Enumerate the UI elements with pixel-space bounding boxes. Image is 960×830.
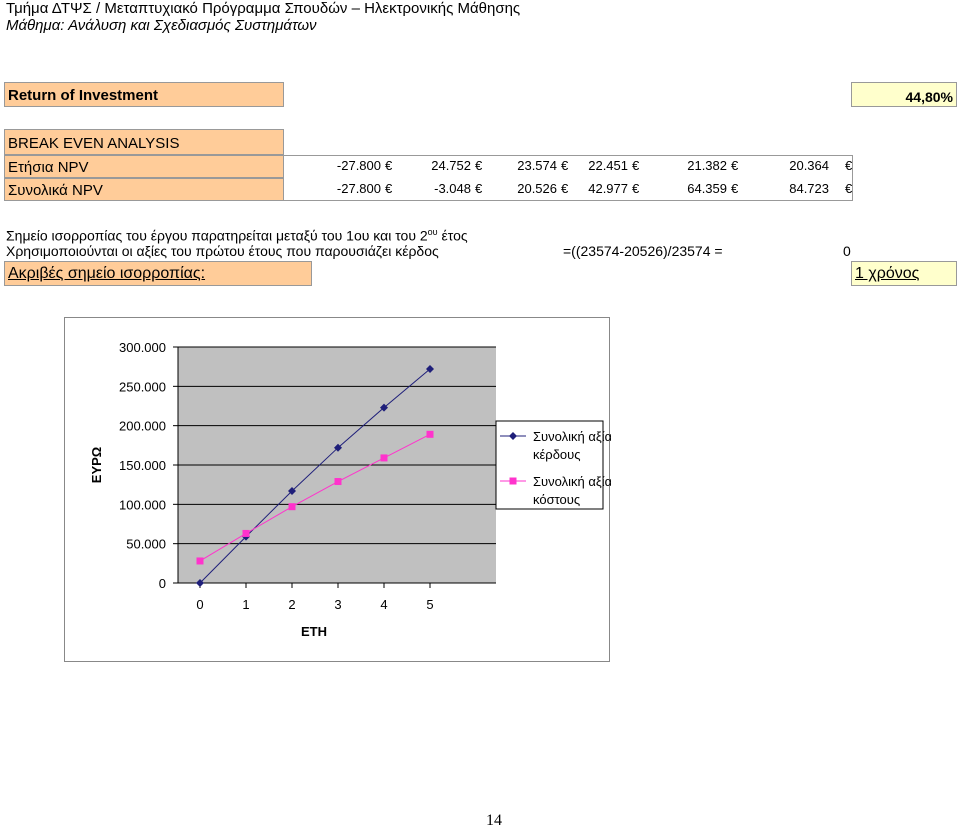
legend-label: Συνολική αξία	[533, 429, 611, 444]
y-tick-label: 250.000	[119, 379, 166, 395]
data-point	[197, 557, 204, 564]
npv-value: 21.382	[687, 158, 727, 173]
euro-symbol: €	[475, 158, 483, 173]
method-note: Χρησιμοποιούνται οι αξίες του πρώτου έτους που παρουσιάζει κέρδος	[6, 243, 439, 259]
y-tick-label: 50.000	[126, 536, 166, 552]
annual-npv-label: Ετήσια NPV	[4, 155, 284, 178]
data-point	[381, 454, 388, 461]
break-even-note: Σημείο ισορροπίας του έργου παρατηρείται μεταξύ του 1ου και του $2^{o\upsilon}$ έτος	[6, 227, 468, 244]
document-header-title: Τμήμα ΔΤΨΣ / Μεταπτυχιακό Πρόγραμμα Σπουδών – Ηλεκτρονικής Μάθησης	[6, 0, 521, 17]
npv-value: -27.800	[336, 181, 381, 196]
npv-value: 20.526	[517, 181, 557, 196]
cumulative-npv-label: Συνολικά NPV	[4, 178, 284, 201]
euro-symbol: €	[385, 158, 393, 173]
roi-label: Return of Investment	[4, 82, 284, 107]
data-point	[243, 530, 250, 537]
euro-symbol: €	[561, 158, 569, 173]
y-tick-label: 200.000	[119, 418, 166, 434]
formula-text: =((23574-20526)/23574 =	[563, 243, 723, 259]
y-tick-label: 150.000	[119, 458, 166, 473]
break-even-chart	[64, 317, 610, 662]
legend-marker	[510, 478, 517, 485]
x-tick-label: 5	[426, 597, 434, 612]
legend-label: Συνολική αξία	[533, 474, 611, 489]
x-tick-label: 3	[334, 597, 342, 612]
npv-value: 64.359	[687, 181, 727, 196]
euro-symbol: €	[845, 181, 853, 196]
roi-value: 44,80%	[851, 82, 957, 107]
euro-symbol: €	[731, 181, 739, 196]
legend-label: κόστους	[533, 492, 581, 507]
x-tick-label: 0	[196, 597, 204, 612]
break-even-title: BREAK EVEN ANALYSIS	[4, 129, 284, 155]
exact-break-even-label: Ακριβές σημείο ισορροπίας:	[4, 261, 312, 286]
npv-value: 24.752	[431, 158, 471, 173]
y-tick-label: 100.000	[119, 497, 166, 513]
euro-symbol: €	[845, 158, 853, 173]
npv-value: 22.451	[588, 158, 628, 173]
npv-value: 42.977	[588, 181, 628, 196]
y-axis-title: ΕΥΡΩ	[89, 446, 104, 484]
exact-break-even-value: 1 χρόνος	[851, 261, 957, 286]
data-point	[335, 478, 342, 485]
npv-value: 20.364	[789, 158, 829, 173]
npv-value: -27.800	[336, 158, 381, 173]
euro-symbol: €	[561, 181, 569, 196]
x-tick-label: 1	[242, 597, 250, 612]
page-number: 14	[486, 812, 502, 829]
euro-symbol: €	[385, 181, 393, 196]
y-tick-label: 0	[158, 576, 166, 591]
data-point	[289, 503, 296, 510]
chart-svg	[65, 318, 611, 663]
y-tick-label: 300.000	[119, 340, 166, 355]
npv-value: 23.574	[517, 158, 557, 173]
x-tick-label: 4	[380, 597, 388, 612]
euro-symbol: €	[731, 158, 739, 173]
npv-value: 84.723	[789, 181, 829, 196]
npv-value: -3.048	[434, 181, 471, 196]
formula-result: 0	[843, 243, 851, 259]
legend-label: κέρδους	[533, 447, 581, 462]
euro-symbol: €	[632, 181, 640, 196]
x-axis-title: ΕΤΗ	[301, 624, 327, 639]
data-point	[427, 431, 434, 438]
x-tick-label: 2	[288, 597, 296, 612]
euro-symbol: €	[475, 181, 483, 196]
euro-symbol: €	[632, 158, 640, 173]
course-title: Μάθημα: Ανάλυση και Σχεδιασμός Συστημάτων	[6, 17, 317, 34]
